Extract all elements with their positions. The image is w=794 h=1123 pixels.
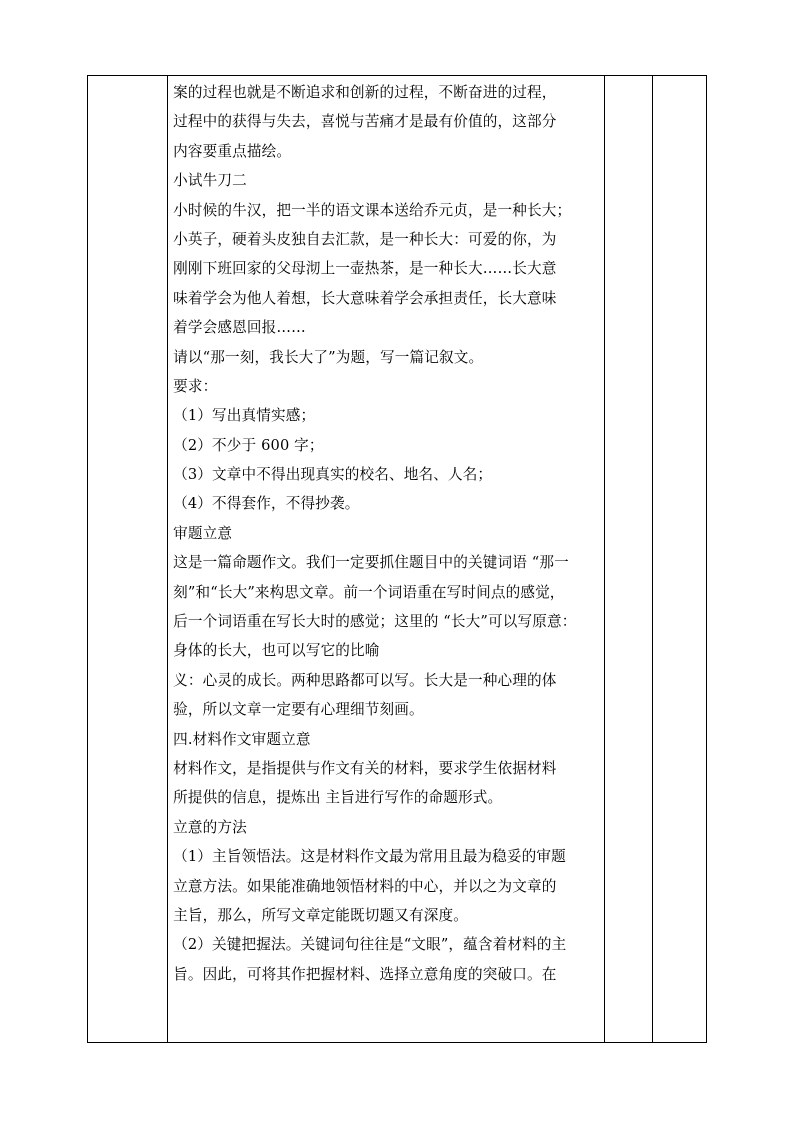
text-line: 义：心灵的成长。两种思路都可以写。长大是一种心理的体 <box>173 671 557 689</box>
notes-column-cell <box>604 76 652 1043</box>
text-line: 刚刚下班回家的父母沏上一壶热茶，是一种长大……长大意 <box>173 260 557 278</box>
text-line: 案的过程也就是不断追求和创新的过程，不断奋进的过程， <box>173 84 557 101</box>
text-line: 主旨，那么，所写文章定能既切题又有深度。 <box>173 906 469 924</box>
text-line: 过程中的获得与失去，喜悦与苦痛才是最有价值的，这部分 <box>173 113 557 131</box>
text-line: 材料作文，是指提供与作文有关的材料，要求学生依据材料 <box>173 759 557 777</box>
text-line: 小时候的牛汉，把一半的语文课本送给乔元贞，是一种长大； <box>173 201 572 219</box>
text-line: 验，所以文章一定要有心理细节刻画。 <box>173 701 424 719</box>
text-line: 要求： <box>173 377 218 395</box>
requirement-item: （3）文章中不得出现真实的校名、地名、人名； <box>173 466 493 484</box>
text-line: 请以“那一刻，我长大了”为题，写一篇记叙文。 <box>173 348 484 366</box>
text-line: 旨。因此，可将其作把握材料、选择立意角度的突破口。在 <box>173 965 557 983</box>
lesson-plan-table <box>87 75 707 1043</box>
text-line: 立意方法。如果能准确地领悟材料的中心，并以之为文章的 <box>173 877 557 895</box>
table-row <box>88 76 707 1043</box>
section-heading: 立意的方法 <box>173 818 247 836</box>
text-line: 内容要重点描绘。 <box>173 142 292 160</box>
text-line: 着学会感恩回报…… <box>173 319 306 337</box>
section-heading: 四.材料作文审题立意 <box>173 730 311 748</box>
text-line: 后一个词语重在写长大时的感觉；这里的 “长大”可以写原意： <box>173 613 577 631</box>
text-line: 所提供的信息，提炼出 主旨进行写作的命题形式。 <box>173 789 503 807</box>
label-column-cell <box>88 76 168 1043</box>
text-line: 小英子，硬着头皮独自去汇款，是一种长大：可爱的你，为 <box>173 230 557 248</box>
text-line: 刻”和“长大”来构思文章。前一个词语重在写时间点的感觉， <box>173 583 565 601</box>
section-heading: 小试牛刀二 <box>173 172 247 190</box>
text-line: （1）主旨领悟法。这是材料作文最为常用且最为稳妥的审题 <box>173 848 566 866</box>
text-line: 味着学会为他人着想，长大意味着学会承担责任，长大意味 <box>173 289 557 307</box>
text-line: （2）关键把握法。关键词句往往是“文眼”，蕴含着材料的主 <box>173 936 567 954</box>
section-heading: 审题立意 <box>173 524 233 542</box>
teaching-content-cell <box>168 76 605 1043</box>
remarks-column-cell <box>652 76 706 1043</box>
requirement-item: （1）写出真情实感； <box>173 407 316 425</box>
text-line: 身体的长大，也可以写它的比喻 <box>173 642 380 660</box>
requirement-item: （2）不少于 600 字； <box>173 436 324 454</box>
requirement-item: （4）不得套作，不得抄袭。 <box>173 495 360 513</box>
text-line: 这是一篇命题作文。我们一定要抓住题目中的关键词语 “那一 <box>173 554 569 572</box>
